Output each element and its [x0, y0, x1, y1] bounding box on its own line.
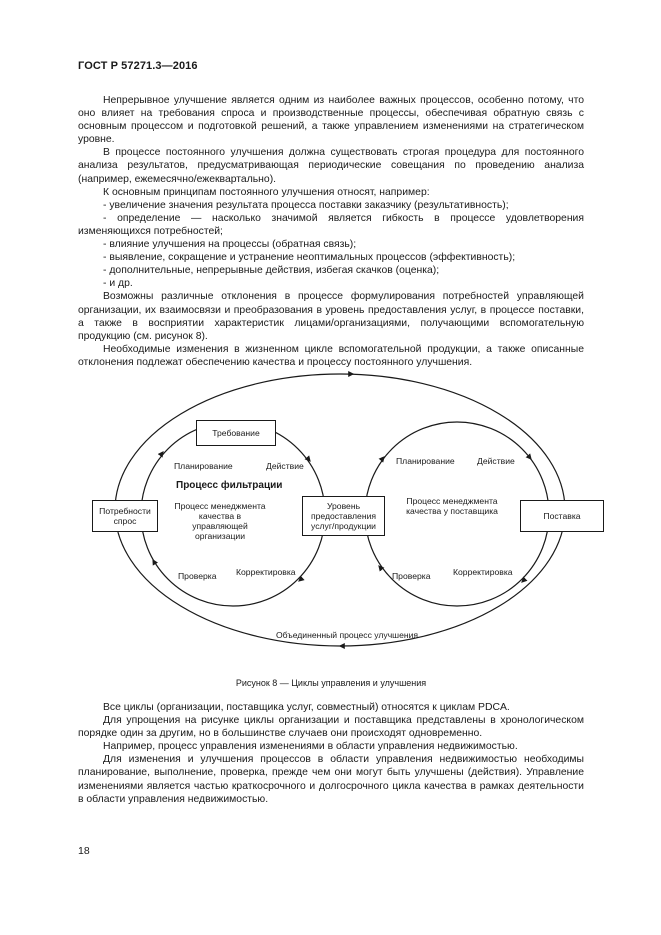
body-text-top [78, 94, 584, 369]
body-text-bottom [78, 701, 584, 806]
figure-caption: Рисунок 8 — Циклы управления и улучшения [235, 678, 427, 688]
paragraph: Для изменения и улучшения процессов в области управления недвижимостью необходимы планирование, выполнение, проверка, прежде чем они могут быть улучшены (действия). Управление изменениями является частью краткосрочного и долгосрочного цикла качества в рамках деятельности в области управления недвижимостью. [78, 754, 584, 805]
figure-pdca-cycles [78, 362, 598, 672]
label-correct-supplier: Корректировка [453, 567, 513, 577]
document-header: ГОСТ Р 57271.3—2016 [78, 60, 198, 72]
paragraph: Необходимые изменения в жизненном цикле вспомогательной продукции, а также описанные отклонения подлежат обеспечению качества и процессу постоянного улучшения. [78, 343, 584, 368]
box-needs-demand: Потребности спрос [92, 500, 158, 532]
box-service-level: Уровень предоставления услуг/продукции [302, 496, 385, 536]
list-item: - дополнительные, непрерывные действия, избегая скачков (оценка); [103, 265, 440, 277]
list-item: - увеличение значения результата процесса поставки заказчику (результативность); [103, 199, 509, 211]
arrow-org-bottom [299, 575, 306, 581]
label-combined-improvement: Объединенный процесс улучшения [276, 630, 419, 640]
list-item: - влияние улучшения на процессы (обратная связь); [103, 239, 357, 251]
label-qm-organization: Процесс менеджмента качества в управляющей организации [174, 501, 266, 541]
label-qm-supplier: Процесс менеджмента качества у поставщика [406, 496, 498, 516]
paragraph: Непрерывное улучшение является одним из наиболее важных процессов, особенно потому, что оно влияет на требования спроса и производственные процессы, обеспечивая обратную связь с основным процессом и подготовкой решений, а также управлением изменениями на стратегическом уровне. [78, 95, 584, 146]
label-correct-org: Корректировка [236, 567, 296, 577]
label-act-org: Действие [266, 461, 304, 471]
paragraph: Возможны различные отклонения в процессе формулирования потребностей управляющей организации, их взаимосвязи и преобразования в уровень предоставления услуг, в процессе поставки, а также в восприятии характеристик лицами/организациями, получающими вспомогательную продукцию (см. рисунок 8). [78, 291, 584, 342]
label-filter-process: Процесс фильтрации [176, 480, 283, 491]
label-check-supplier: Проверка [392, 571, 431, 581]
paragraph: Все циклы (организации, поставщика услуг, совместный) относятся к циклам PDCA. [103, 702, 510, 713]
label-act-supplier: Действие [477, 456, 515, 466]
label-check-org: Проверка [178, 571, 217, 581]
list-item: - определение — насколько значимой является гибкость в процессе удовлетворения изменяющихся потребностей; [78, 212, 584, 237]
label-plan-supplier: Планирование [396, 456, 455, 466]
paragraph: В процессе постоянного улучшения должна существовать строгая процедура для постоянного анализа результатов, предусматривающая периодические совещания по проведению анализа (например, ежемесячно/ежеквартально). [78, 147, 584, 185]
page-number: 18 [78, 845, 90, 857]
paragraph: Например, процесс управления изменениями в области управления недвижимостью. [103, 741, 518, 753]
list-item: - и др. [103, 278, 133, 290]
list-item: - выявление, сокращение и устранение неоптимальных процессов (эффективность); [103, 252, 516, 264]
box-requirement: Требование [196, 420, 276, 446]
box-delivery: Поставка [520, 500, 604, 532]
label-plan-org: Планирование [174, 461, 233, 471]
paragraph: К основным принципам постоянного улучшения относят, например: [103, 186, 430, 198]
paragraph: Для упрощения на рисунке циклы организации и поставщика представлены в хронологическом порядке один за другим, но в большинстве случаев они происходят одновременно. [78, 715, 584, 740]
